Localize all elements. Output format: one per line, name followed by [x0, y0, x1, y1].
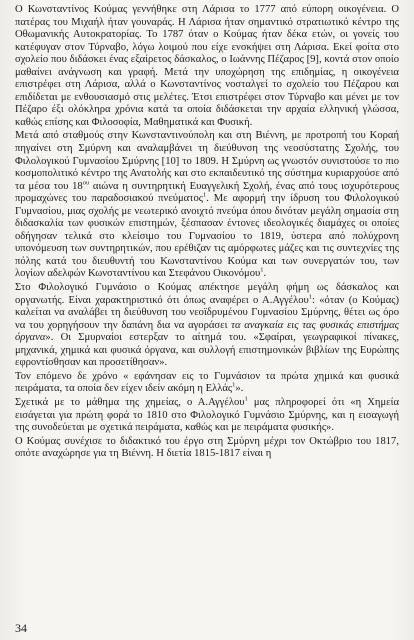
text-segment: Ο Κωνσταντίνος Κούμας γεννήθηκε στη Λάρισα το 1777 από εύπορη οικογένεια. Ο πατέρας του Μιχαήλ ήταν γουναράς. Η Λάρισα ήταν σημαντικό στρατιωτικό κέντρο της Οθωμανικής Αυτοκρατορίας. Το 1787 όταν ο Κούμας ήταν δέκα ετών, οι γονείς του κατέφυγαν στον Τύρναβο, λόγω λοιμού που είχε ενσκήψει στη Λάρισα. Εκεί φοίτα στο σχολείο που διδάσκει ένας εξαίρετος δάσκαλος, ο Ιωάννης Πέζαρος [9], κοντά στον οποίο μαθαίνει ανάγνωση και γραφή. Μετά την υποχώρηση της επιδημίας, η οικογένεια επιστρέφει στη Λάρισα, αλλά ο Κωνσταντίνος νοσταλγεί το σχολείο του Πέζαρου και επιδίδεται με ενθουσιασμό στις μελέτες. Έτσι επιστρέφει στον Τύρναβο και μένει με τον Πέζαρο έξι ολόκληρα χρόνια κατά τα οποία διδάσκεται την αρχαία ελληνική γλώσσα, καθώς επίσης και Φιλοσοφία, Μαθηματικά και Φυσική. — [15, 4, 399, 128]
text-segment: ». — [235, 383, 244, 395]
text-segment: αιώνα η συντηρητική Ευαγγελική Σχολή, ένας από τους ισχυρότερους προμαχώνες του παραδοσιακού πνεύματος — [15, 180, 399, 205]
footnote-marker: 1 — [203, 191, 207, 199]
text-segment: . Με αφορμή την ίδρυση του Φιλολογικού Γυμνασίου, μιας σχολής με νεωτερικό ανοιχτό πνεύμα όπου δινόταν μεγάλη σημασία στη διδασκαλία των φυσικών επιστημών, ξέσπασαν έντονες ιδεολογικές διαμάχες οι οποίες οδήγησαν τελικά στο κλείσιμο του Γυμνασίου το 1819, ύστερα από πολύχρονη υπονόμευση των συντηρητικών, που ερέθιζαν τις αμόρφωτες μάζες και τις συντεχνίες της πόλης κατά του διευθυντή του Κωνσταντίνου Κούμα και των συνεργατών του, των λογίων αδελφών Κωνσταντίνου και Στεφάνου Οικονόμου — [15, 193, 399, 280]
text-segment: ». Οι Σμυρναίοι εστερξαν το αίτημά του. «Σφαίραι, γεωγραφικοί πίνακες, μηχανικά, χημικά και φυσικά όργανα, και συλλογή επιστημονικών βιβλίων της Ευρώπης εφροντίσθησαν και προσετίθησαν». — [15, 332, 399, 369]
text-segment: μας πληροφορεί ότι «η Χημεία εισάγεται για πρώτη φορά το 1810 στο Φιλολογικό Γυμνάσιο Σμύρνης, και η εισαγωγή της συνοδεύεται με σχετικά πειράματα, καθώς και με πειράματα φυσικής». — [15, 396, 399, 434]
text-segment: Σχετικά με το μάθημα της χημείας, ο Α.Αγγέλου — [15, 396, 245, 408]
text-segment: . — [263, 268, 267, 280]
text-segment: : «όταν (ο Κούμας) καλείται να αναλάβει τη διεύθυνση του νεοϊδρυμένου Γυμνασίου Σμύρνης, θέτει ως όρο να του χορηγήσουν την δαπάνη δια να αγοράσει — [15, 294, 399, 331]
footnote-marker: ου — [82, 179, 90, 187]
footnote-marker: 1 — [244, 395, 248, 403]
text-segment: Στο Φιλολογικό Γυμνάσιο ο Κούμας απέκτησε μεγάλη φήμη ως δάσκαλος και οργανωτής. Είναι χαρακτηριστικό ότι όπως αναφέρει ο Α.Αγγέλου — [15, 282, 399, 306]
italic-text: τα αναγκαία εις τας φυσικάς επιστήμας όργανα — [15, 319, 399, 344]
text-segment: Μετά από σταθμούς στην Κωνσταντινούπολη και στη Βιέννη, με προτροπή του Κοραή πηγαίνει στη Σμύρνη και αναλαμβάνει τη διεύθυνση της νεοσύστατης Σχολής, του Φιλολογικού Γυμνασίου Σμύρνης [10] το 1809. Η Σμύρνη ως γνωστόν συνιστούσε το πιο κοσμοπολιτικό κέντρο της Ανατολής και στο εκπαιδευτικό της σύστημα κυριαρχούσε από τα μέσα του 18 — [15, 130, 399, 192]
text-segment: Τον επόμενο δε χρόνο « εφάνησαν εις το Γυμνάσιον τα πρώτα χημικά και φυσικά πειράματα, τα οποία δεν είχεν ιδείν ακόμη η Ελλάς — [15, 370, 399, 395]
footnote-marker: 1 — [232, 381, 236, 389]
paragraph — [15, 4, 399, 129]
paragraph — [15, 397, 399, 435]
footnote-marker: 1 — [260, 266, 264, 274]
body-text — [15, 4, 399, 461]
paragraph — [15, 130, 399, 281]
page-number: 34 — [15, 621, 27, 635]
footnote-marker: 1 — [308, 293, 313, 301]
paragraph — [15, 371, 399, 396]
paragraph — [15, 436, 399, 461]
paragraph — [15, 282, 399, 370]
text-segment: Ο Κούμας συνέχισε το διδακτικό του έργο στη Σμύρνη μέχρι τον Οκτώβριο του 1817, οπότε αναχώρησε για τη Βιέννη. Η διετία 1815-1817 είναι η — [15, 435, 399, 460]
